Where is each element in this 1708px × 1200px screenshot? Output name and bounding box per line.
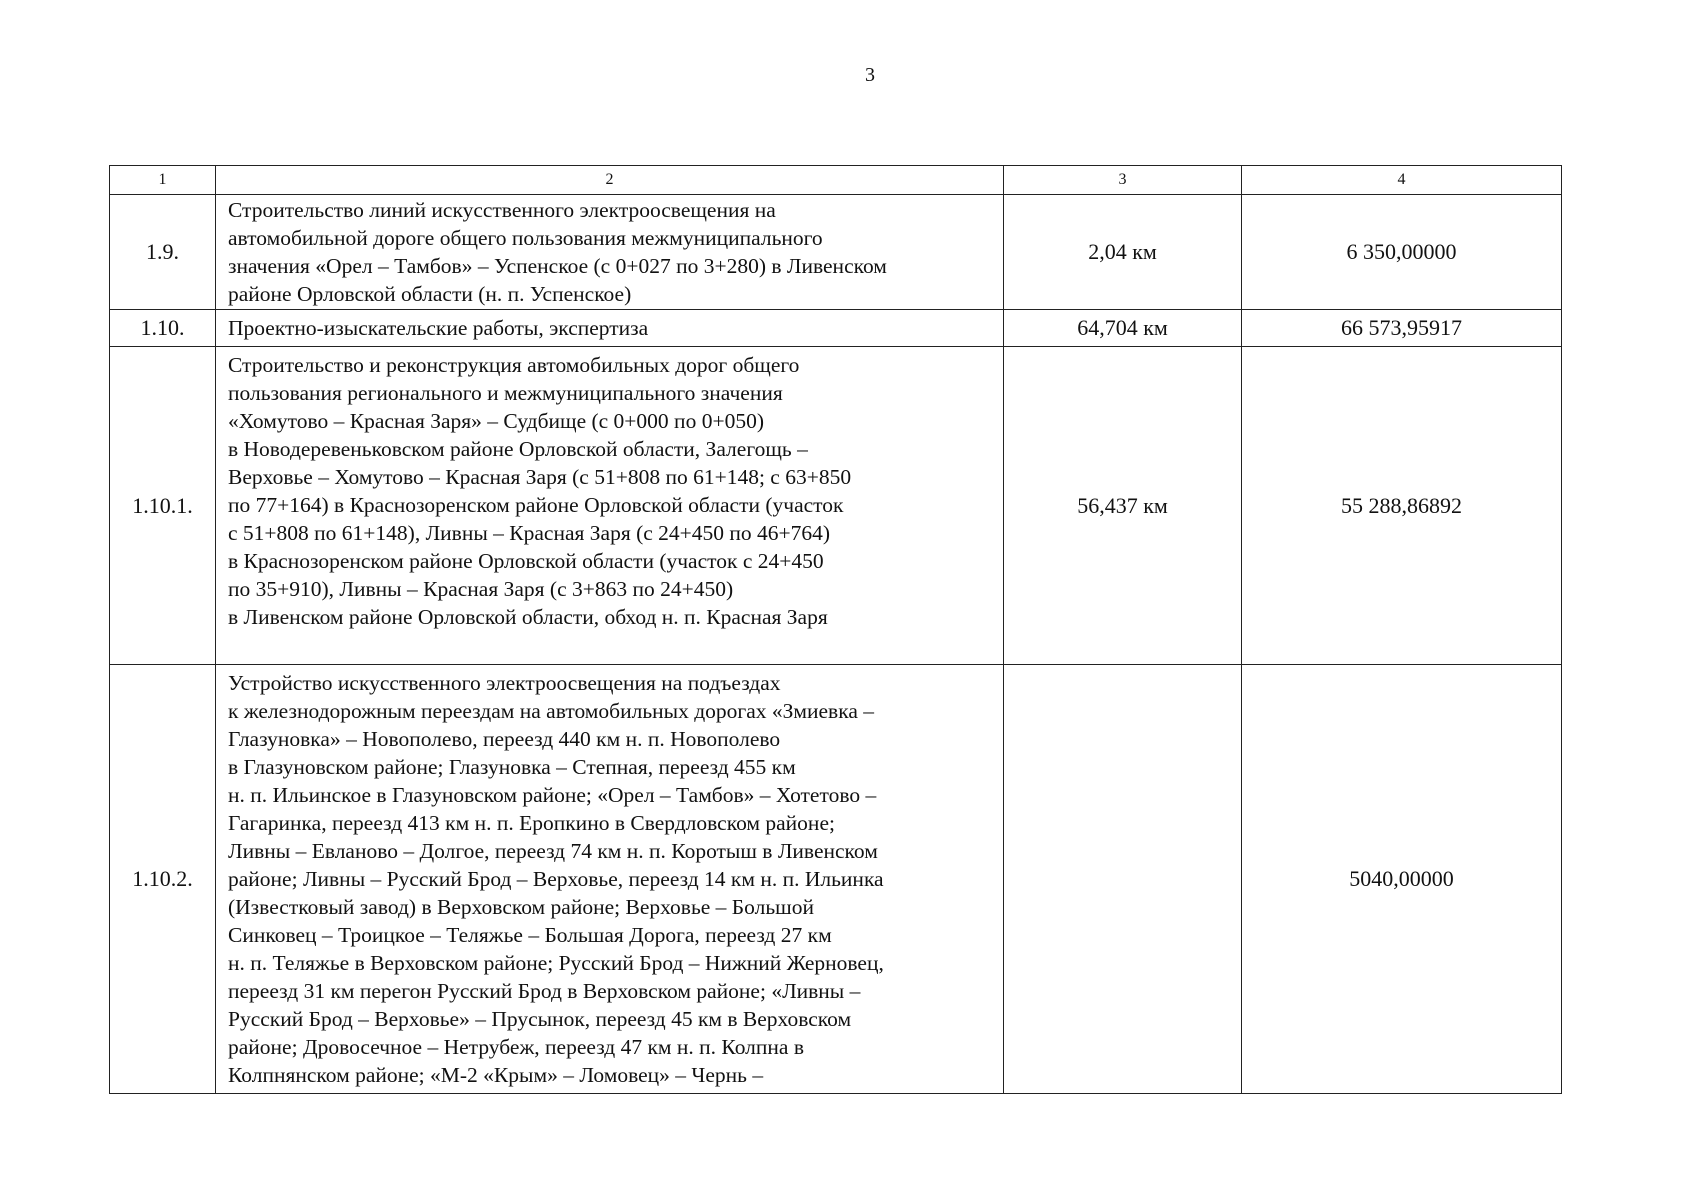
description-line: Русский Брод – Верховье» – Прусынок, переезд 45 км в Верховском bbox=[228, 1007, 852, 1031]
row-amount: 55 288,86892 bbox=[1242, 347, 1562, 665]
row-quantity: 64,704 км bbox=[1004, 310, 1242, 347]
header-cell-2: 2 bbox=[216, 166, 1004, 195]
row-description bbox=[216, 347, 1004, 665]
description-line: Строительство и реконструкция автомобильных дорог общего bbox=[228, 353, 800, 377]
description-line: н. п. Ильинское в Глазуновском районе; «Орел – Тамбов» – Хотетово – bbox=[228, 783, 877, 807]
description-line: Колпнянском районе; «М-2 «Крым» – Ломовец» – Чернь – bbox=[228, 1063, 764, 1087]
description-line: Синковец – Троицкое – Теляжье – Большая Дорога, переезд 27 км bbox=[228, 923, 832, 947]
description-line: с 51+808 по 61+148), Ливны – Красная Заря (с 24+450 по 46+764) bbox=[228, 521, 831, 545]
description-line: Гагаринка, переезд 413 км н. п. Еропкино в Свердловском районе; bbox=[228, 811, 835, 835]
description-line: н. п. Теляжье в Верховском районе; Русский Брод – Нижний Жерновец, bbox=[228, 951, 884, 975]
table-row bbox=[110, 665, 1562, 1094]
description-line: по 35+910), Ливны – Красная Заря (с 3+863 по 24+450) bbox=[228, 577, 734, 601]
row-number: 1.10.2. bbox=[110, 665, 216, 1094]
description-line: Проектно-изыскательские работы, экспертиза bbox=[228, 316, 649, 340]
description-line: (Известковый завод) в Верховском районе; Верховье – Большой bbox=[228, 895, 814, 919]
row-quantity: 56,437 км bbox=[1004, 347, 1242, 665]
description-line: к железнодорожным переездам на автомобильных дорогах «Змиевка – bbox=[228, 699, 874, 723]
row-number: 1.9. bbox=[110, 195, 216, 310]
description-line: в Новодеревеньковском районе Орловской области, Залегощь – bbox=[228, 437, 808, 461]
row-number: 1.10.1. bbox=[110, 347, 216, 665]
data-table bbox=[109, 165, 1562, 1094]
row-amount: 5040,00000 bbox=[1242, 665, 1562, 1094]
description-line: Ливны – Евланово – Долгое, переезд 74 км н. п. Коротыш в Ливенском bbox=[228, 839, 878, 863]
table-row bbox=[110, 347, 1562, 665]
description-line: пользования регионального и межмуниципального значения bbox=[228, 381, 783, 405]
description-line: в Ливенском районе Орловской области, обход н. п. Красная Заря bbox=[228, 605, 828, 629]
description-line: районе; Ливны – Русский Брод – Верховье, переезд 14 км н. п. Ильинка bbox=[228, 867, 884, 891]
description-line: по 77+164) в Краснозоренском районе Орловской области (участок bbox=[228, 493, 844, 517]
header-cell-4: 4 bbox=[1242, 166, 1562, 195]
description-line: переезд 31 км перегон Русский Брод в Верховском районе; «Ливны – bbox=[228, 979, 861, 1003]
description-line: в Краснозоренском районе Орловской области (участок с 24+450 bbox=[228, 549, 824, 573]
row-description bbox=[216, 665, 1004, 1094]
header-cell-3: 3 bbox=[1004, 166, 1242, 195]
row-number: 1.10. bbox=[110, 310, 216, 347]
description-line: Строительство линий искусственного электроосвещения на bbox=[228, 198, 776, 222]
table-row bbox=[110, 195, 1562, 310]
page-number: 3 bbox=[865, 64, 875, 86]
row-amount: 66 573,95917 bbox=[1242, 310, 1562, 347]
description-line: районе Орловской области (н. п. Успенское) bbox=[228, 282, 632, 306]
row-description bbox=[216, 195, 1004, 310]
description-line: Верховье – Хомутово – Красная Заря (с 51+808 по 61+148; с 63+850 bbox=[228, 465, 852, 489]
description-line: автомобильной дороге общего пользования межмуниципального bbox=[228, 226, 823, 250]
description-line: «Хомутово – Красная Заря» – Судбище (с 0+000 по 0+050) bbox=[228, 409, 764, 433]
row-description bbox=[216, 310, 1004, 347]
description-line: Глазуновка» – Новополево, переезд 440 км н. п. Новополево bbox=[228, 727, 781, 751]
table-header-row bbox=[110, 166, 1562, 195]
header-cell-1: 1 bbox=[110, 166, 216, 195]
table-row bbox=[110, 310, 1562, 347]
description-line: районе; Дровосечное – Нетрубеж, переезд 47 км н. п. Колпна в bbox=[228, 1035, 804, 1059]
description-line: в Глазуновском районе; Глазуновка – Степная, переезд 455 км bbox=[228, 755, 796, 779]
row-quantity bbox=[1004, 665, 1242, 1094]
description-line: Устройство искусственного электроосвещения на подъездах bbox=[228, 671, 781, 695]
row-amount: 6 350,00000 bbox=[1242, 195, 1562, 310]
description-line: значения «Орел – Тамбов» – Успенское (с 0+027 по 3+280) в Ливенском bbox=[228, 254, 887, 278]
row-quantity: 2,04 км bbox=[1004, 195, 1242, 310]
